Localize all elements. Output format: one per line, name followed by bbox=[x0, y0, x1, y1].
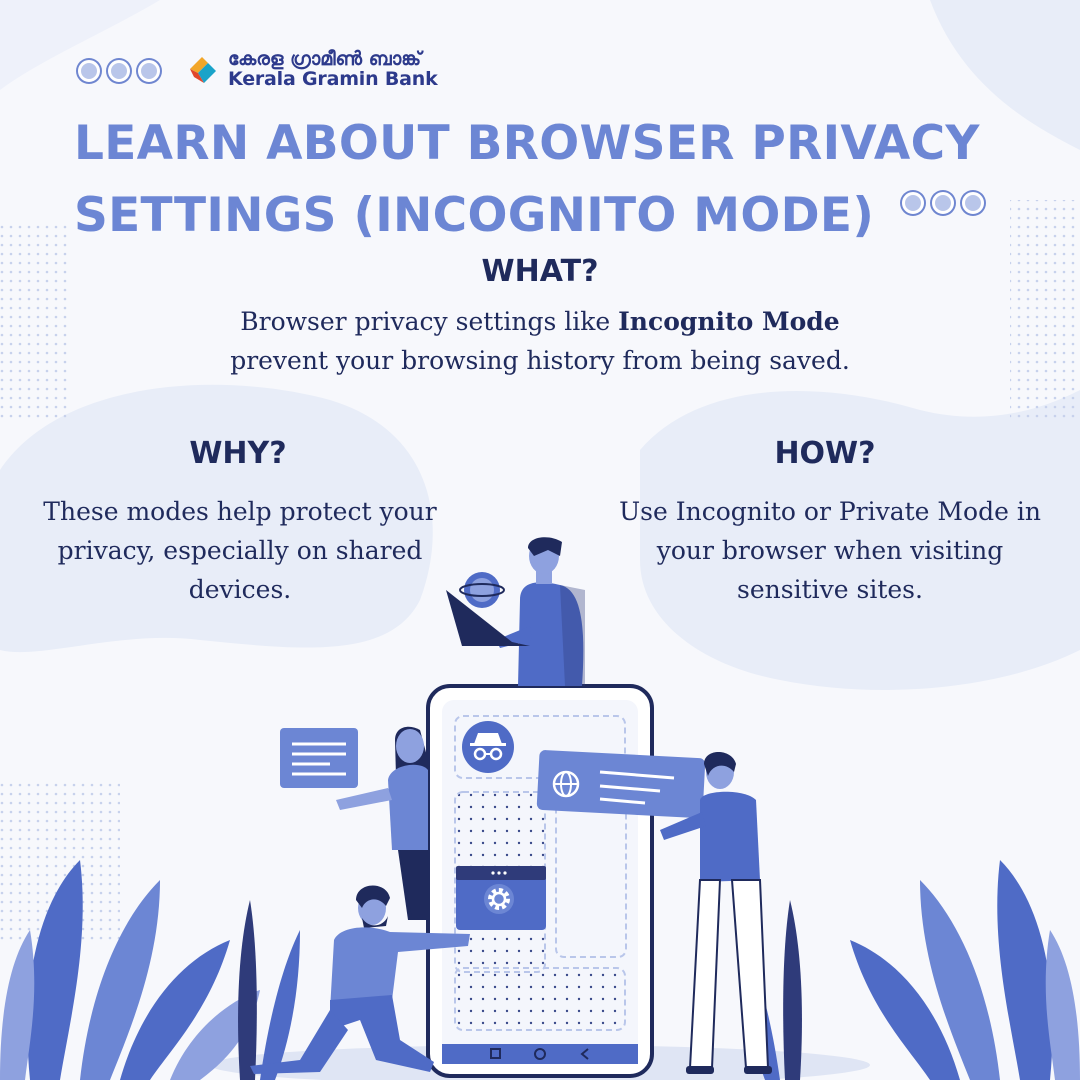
browser-card-right bbox=[537, 750, 706, 819]
what-text-bold: Incognito Mode bbox=[618, 307, 840, 336]
bg-dotted-left bbox=[0, 220, 70, 420]
page-title-line-1: LEARN ABOUT BROWSER PRIVACY bbox=[74, 116, 980, 171]
why-heading: WHY? bbox=[189, 436, 287, 471]
bank-name-malayalam: കേരള ഗ്രാമീൺ ബാങ്ക് bbox=[228, 48, 422, 70]
plant-right bbox=[850, 860, 1080, 1080]
how-text: Use Incognito or Private Mode in your browser when visiting sensitive sites. bbox=[619, 497, 1041, 604]
how-heading: HOW? bbox=[774, 436, 876, 471]
decorative-dot bbox=[138, 60, 160, 82]
bank-logo-mark bbox=[186, 51, 220, 89]
what-text-after: prevent your browsing history from being saved. bbox=[230, 346, 850, 375]
decorative-dot bbox=[108, 60, 130, 82]
what-text bbox=[200, 302, 880, 380]
gear-icon bbox=[484, 884, 514, 914]
message-card-left bbox=[280, 728, 358, 788]
why-text: These modes help protect your privacy, especially on shared devices. bbox=[43, 497, 437, 604]
page-title-line-2: SETTINGS (INCOGNITO MODE) bbox=[74, 188, 875, 243]
what-text-before: Browser privacy settings like bbox=[240, 307, 619, 336]
settings-panel bbox=[456, 866, 546, 930]
page-title bbox=[74, 108, 1034, 252]
bank-name-english: Kerala Gramin Bank bbox=[228, 67, 438, 90]
bank-logo bbox=[186, 50, 438, 90]
decorative-dot bbox=[78, 60, 100, 82]
decorative-dots-top bbox=[78, 60, 160, 82]
what-heading: WHAT? bbox=[481, 254, 599, 289]
incognito-icon bbox=[462, 721, 514, 773]
